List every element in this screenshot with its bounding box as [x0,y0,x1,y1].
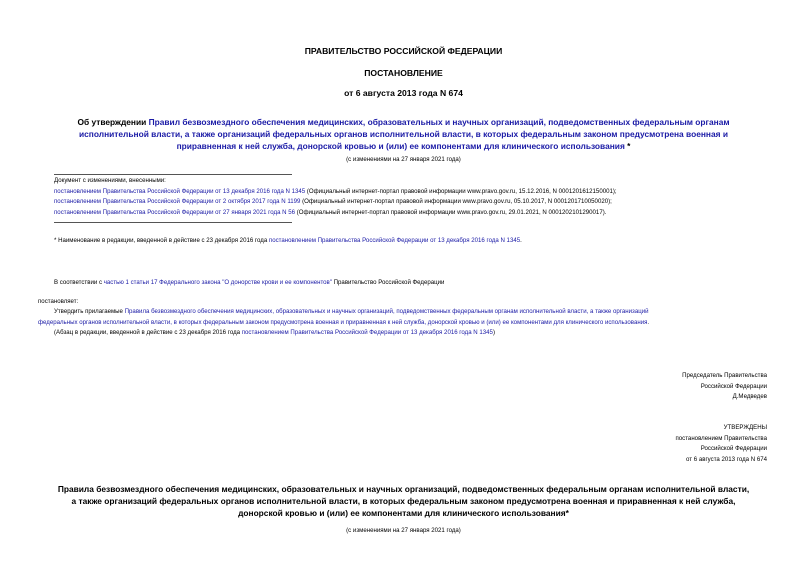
title-line-1 [0,116,807,128]
title-line-3 [0,140,807,152]
approved-date: от 6 августа 2013 года N 674 [686,455,767,463]
approved-country: Российской Федерации [700,445,767,452]
title-line-3-link[interactable]: приравненная к ней служба, донорской кровью и (или) ее компонентами для клинического использования [176,141,625,151]
title-prefix: Об утверждении [77,117,149,127]
divider-top [54,174,292,175]
rules-title-line-1: Правила безвозмездного обеспечения медицинских, образовательных и научных организаций, подведомственных федеральным органам исполнительной власти, [57,484,750,494]
signature-name: Д.Медведев [732,393,767,400]
footnote-text: * Наименование в редакции, введенной в действие с 23 декабря 2016 года [54,237,269,244]
approve-prefix: Утвердить прилагаемые [54,308,125,315]
document-title [0,116,807,152]
basis-suffix: Правительство Российской Федерации [331,279,445,286]
rules-title-line-3: донорской кровью и (или) ее компонентами для клинического использования* [238,508,569,518]
change-link-1[interactable]: постановлением Правительства Российской Федерации от 13 декабря 2016 года N 1345 [54,187,306,195]
federal-law-link[interactable]: частью 1 статьи 17 Федерального закона "О донорстве крови и ее компонентов" [103,279,332,286]
approve-rules-link-cont[interactable]: федеральных органов исполнительной власти, в которых федеральным законом предусмотрена военная и приравненная к ней служба, донорской кровью и (или) ее компонентами для клинического использования [38,318,648,326]
footnote-link[interactable]: постановлением Правительства Российской Федерации от 13 декабря 2016 года N 1345 [268,237,521,244]
signature-position: Председатель Правительства [682,372,767,379]
change-source-2: (Официальный интернет-портал правовой информации www.pravo.gov.ru, 05.10.2017, N 0001201710050020); [300,198,612,205]
approve-rules-link[interactable]: Правила безвозмездного обеспечения медицинских, образовательных и научных организаций, подведомственных федеральным органам исполнительной власти, а также организаций [124,308,649,315]
change-link-3[interactable]: постановлением Правительства Российской Федерации от 27 января 2021 года N 56 [54,208,296,216]
footnote-end: . [520,237,522,244]
approved-by: постановлением Правительства [675,434,767,442]
approve-line-2 [38,318,773,329]
change-source-1: (Официальный интернет-портал правовой информации www.pravo.gov.ru, 15.12.2016, N 0001201612150001); [305,187,617,195]
approve-line-1 [38,307,773,318]
title-rules-link[interactable]: Правил безвозмездного обеспечения медицинских, образовательных и научных организаций, подведомственных федеральным органам [148,117,730,127]
approved-heading: УТВЕРЖДЕНЫ [723,424,767,431]
rules-revision-note: (с изменениями на 27 января 2021 года) [346,527,461,534]
signature-country: Российской Федерации [700,382,767,390]
changes-item [54,197,794,208]
changes-block [54,176,794,218]
changes-item [54,208,794,219]
basis-prefix: В соответствии с [54,279,104,286]
document-type: ПОСТАНОВЛЕНИЕ [364,68,443,78]
approve-note-link[interactable]: постановлением Правительства Российской Федерации от 13 декабря 2016 года N 1345 [241,329,493,336]
signature-block [682,371,767,403]
rules-title-line-2: а также организаций федеральных органов исполнительной власти, в которых федеральным законом предусмотрена военная и приравненная к ней служба, [71,496,736,506]
approve-note-prefix: (Абзац в редакции, введенной в действие с 23 декабря 2016 года [54,329,242,336]
approve-note [38,328,773,339]
footnote [54,236,794,247]
changes-intro: Документ с изменениями, внесенными: [54,177,166,184]
approved-block [675,423,767,465]
revision-note: (с изменениями на 27 января 2021 года) [346,156,461,163]
change-source-3: (Официальный интернет-портал правовой информации www.pravo.gov.ru, 29.01.2021, N 0001202101290017). [295,208,607,216]
change-link-2[interactable]: постановлением Правительства Российской Федерации от 2 октября 2017 года N 1199 [54,198,301,205]
approve-note-end: ) [492,329,495,336]
divider-bottom [54,222,292,223]
title-asterisk: * [624,141,631,151]
rules-title [0,483,807,519]
legal-basis [54,278,794,289]
approve-end: . [647,318,650,326]
approve-paragraph [38,307,773,339]
changes-item [54,187,794,198]
government-heading: ПРАВИТЕЛЬСТВО РОССИЙСКОЙ ФЕДЕРАЦИИ [304,46,503,56]
title-line-2[interactable]: исполнительной власти, а также организаций федеральных органов исполнительной власти, в которых федеральным законом предусмотрена военная и [79,129,728,139]
document-date: от 6 августа 2013 года N 674 [344,88,463,98]
resolves-label: постановляет: [38,298,79,305]
